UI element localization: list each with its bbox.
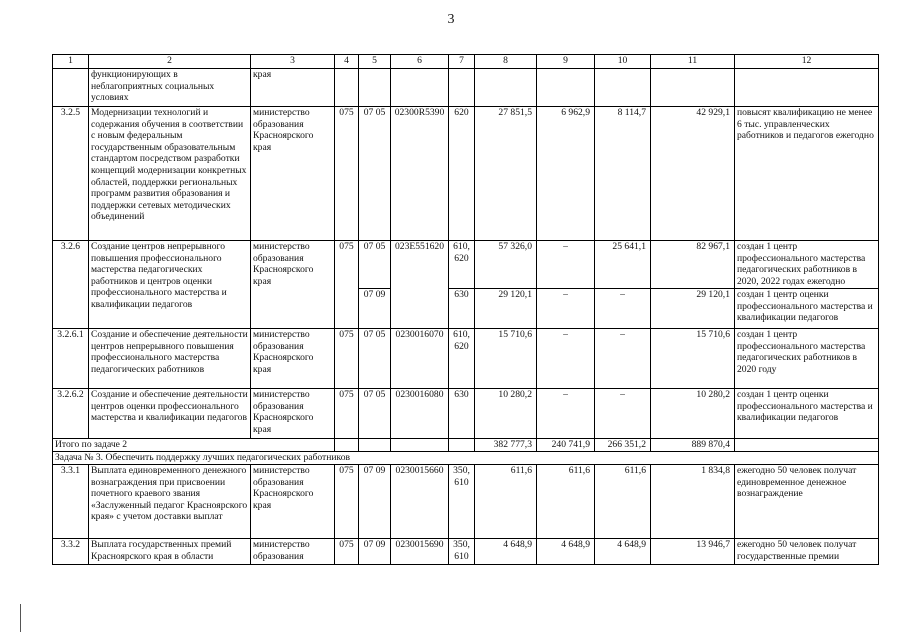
expected-result: создан 1 центр оценки профессионального мастерства и квалификации педагогов xyxy=(735,389,879,439)
executor: министерство образования Красноярского края xyxy=(251,465,335,539)
table-row xyxy=(53,69,879,107)
table-row xyxy=(53,465,879,539)
year-1-amount: 10 280,2 xyxy=(475,389,537,439)
grbs-code: 075 xyxy=(335,539,359,565)
csr-code: 0230015660 xyxy=(391,465,449,539)
year-3-amount: 611,6 xyxy=(595,465,651,539)
row-number: 3.2.6 xyxy=(53,241,89,329)
executor: министерство образования Красноярского края xyxy=(251,389,335,439)
table-row xyxy=(53,539,879,565)
year-3-amount: – xyxy=(595,329,651,389)
expected-result: ежегодно 50 человек получат единовременное денежное вознаграждение xyxy=(735,465,879,539)
year-3-amount: 4 648,9 xyxy=(595,539,651,565)
rzpr-code: 07 09 xyxy=(359,539,391,565)
csr-code: 0230015690 xyxy=(391,539,449,565)
measure-name: Выплата государственных премий Красноярского края в области xyxy=(89,539,251,565)
task-heading-row xyxy=(53,452,879,465)
column-number: 11 xyxy=(651,55,735,69)
total-amount: 1 834,8 xyxy=(651,465,735,539)
rzpr-code: 07 05 xyxy=(359,329,391,389)
measure-name: Выплата единовременного денежного вознаграждения при присвоении почетного краевого звания «Заслуженный педагог Красноярского края» с учетом доставки выплат xyxy=(89,465,251,539)
vr-code: 630 xyxy=(449,389,475,439)
year-2-amount: – xyxy=(537,241,595,289)
measure-name: функционирующих в неблагоприятных социальных условиях xyxy=(89,69,251,107)
grbs-code: 075 xyxy=(335,389,359,439)
executor: министерство образования Красноярского края xyxy=(251,241,335,329)
measure-name: Модернизации технологий и содержания обучения в соответствии с новым федеральным государственным образовательным стандартом посредством разработки концепций модернизации конкретных областей, поддержки региональных программ развития образования и поддержки сетевых методических объединений xyxy=(89,107,251,241)
column-number: 3 xyxy=(251,55,335,69)
year-1-amount: 27 851,5 xyxy=(475,107,537,241)
year-1-amount: 4 648,9 xyxy=(475,539,537,565)
table-row xyxy=(53,389,879,439)
subtotal-label: Итого по задаче 2 xyxy=(53,439,335,452)
rzpr-code: 07 09 xyxy=(359,465,391,539)
grbs-code: 075 xyxy=(335,107,359,241)
total-amount: 889 870,4 xyxy=(651,439,735,452)
table-row xyxy=(53,329,879,389)
column-number: 12 xyxy=(735,55,879,69)
executor: министерство образования Красноярского края xyxy=(251,107,335,241)
year-2-amount: – xyxy=(537,329,595,389)
table-row xyxy=(53,241,879,289)
expected-result: ежегодно 50 человек получат государственные премии xyxy=(735,539,879,565)
subtotal-row xyxy=(53,439,879,452)
total-amount: 15 710,6 xyxy=(651,329,735,389)
year-1-amount: 57 326,0 xyxy=(475,241,537,289)
measure-name: Создание и обеспечение деятельности центров непрерывного повышения профессионального мастерства педагогических работников xyxy=(89,329,251,389)
measure-name: Создание и обеспечение деятельности центров оценки профессионального мастерства и квалификации педагогов xyxy=(89,389,251,439)
year-3-amount: – xyxy=(595,389,651,439)
csr-code: 0230016070 xyxy=(391,329,449,389)
grbs-code: 075 xyxy=(335,241,359,329)
grbs-code: 075 xyxy=(335,465,359,539)
executor: края xyxy=(251,69,335,107)
row-number: 3.2.6.2 xyxy=(53,389,89,439)
total-amount: 82 967,1 xyxy=(651,241,735,289)
total-amount: 10 280,2 xyxy=(651,389,735,439)
expected-result: создан 1 центр оценки профессионального мастерства и квалификации педагогов xyxy=(735,289,879,329)
year-2-amount: 240 741,9 xyxy=(537,439,595,452)
vr-code: 350, 610 xyxy=(449,465,475,539)
column-number: 5 xyxy=(359,55,391,69)
row-number: 3.3.1 xyxy=(53,465,89,539)
executor: министерство образования Красноярского края xyxy=(251,329,335,389)
year-3-amount: 266 351,2 xyxy=(595,439,651,452)
csr-code: 02300R5390 xyxy=(391,107,449,241)
year-2-amount: 6 962,9 xyxy=(537,107,595,241)
year-1-amount: 15 710,6 xyxy=(475,329,537,389)
budget-table xyxy=(52,54,879,565)
row-number: 3.2.5 xyxy=(53,107,89,241)
year-3-amount: – xyxy=(595,289,651,329)
year-2-amount: – xyxy=(537,389,595,439)
column-numbers-row xyxy=(53,55,879,69)
total-amount: 29 120,1 xyxy=(651,289,735,329)
rzpr-code: 07 09 xyxy=(359,289,391,329)
column-number: 7 xyxy=(449,55,475,69)
year-1-amount: 382 777,3 xyxy=(475,439,537,452)
total-amount: 13 946,7 xyxy=(651,539,735,565)
column-number: 10 xyxy=(595,55,651,69)
vr-code: 610, 620 xyxy=(449,241,475,289)
grbs-code: 075 xyxy=(335,329,359,389)
measure-name: Создание центров непрерывного повышения профессионального мастерства педагогических работников и центров оценки профессионального мастерства и квалификации педагогов xyxy=(89,241,251,329)
year-2-amount: 4 648,9 xyxy=(537,539,595,565)
year-1-amount: 29 120,1 xyxy=(475,289,537,329)
expected-result: создан 1 центр профессионального мастерства педагогических работников в 2020, 2022 годах ежегодно xyxy=(735,241,879,289)
vr-code: 610, 620 xyxy=(449,329,475,389)
page-number: 3 xyxy=(447,12,455,27)
expected-result: повысят квалификацию не менее 6 тыс. управленческих работников и педагогов ежегодно xyxy=(735,107,879,241)
task-heading: Задача № 3. Обеспечить поддержку лучших педагогических работников xyxy=(53,452,879,465)
scan-margin-mark xyxy=(20,604,21,632)
csr-code: 023E551620 xyxy=(391,241,449,329)
rzpr-code: 07 05 xyxy=(359,241,391,289)
row-number: 3.3.2 xyxy=(53,539,89,565)
total-amount: 42 929,1 xyxy=(651,107,735,241)
column-number: 4 xyxy=(335,55,359,69)
vr-code: 620 xyxy=(449,107,475,241)
vr-code: 350, 610 xyxy=(449,539,475,565)
vr-code: 630 xyxy=(449,289,475,329)
column-number: 2 xyxy=(89,55,251,69)
year-3-amount: 8 114,7 xyxy=(595,107,651,241)
year-2-amount: – xyxy=(537,289,595,329)
rzpr-code: 07 05 xyxy=(359,389,391,439)
column-number: 9 xyxy=(537,55,595,69)
column-number: 6 xyxy=(391,55,449,69)
year-2-amount: 611,6 xyxy=(537,465,595,539)
year-1-amount: 611,6 xyxy=(475,465,537,539)
row-number: 3.2.6.1 xyxy=(53,329,89,389)
expected-result: создан 1 центр профессионального мастерства педагогических работников в 2020 году xyxy=(735,329,879,389)
rzpr-code: 07 05 xyxy=(359,107,391,241)
executor: министерство образования xyxy=(251,539,335,565)
column-number: 1 xyxy=(53,55,89,69)
csr-code: 0230016080 xyxy=(391,389,449,439)
year-3-amount: 25 641,1 xyxy=(595,241,651,289)
column-number: 8 xyxy=(475,55,537,69)
table-row xyxy=(53,107,879,241)
